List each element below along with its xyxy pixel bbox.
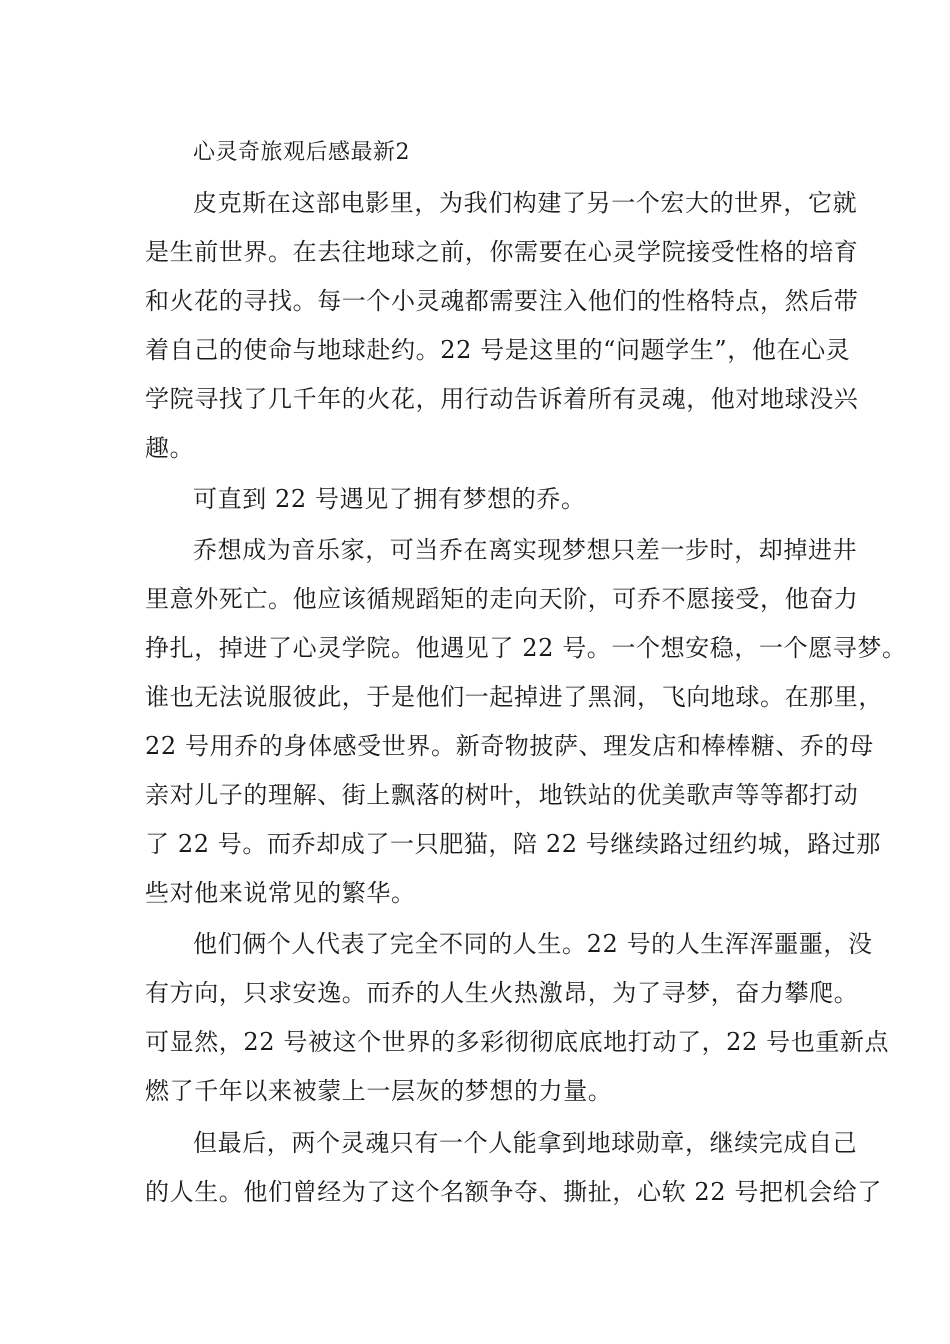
paragraph-3-line-2: 里意外死亡。他应该循规蹈矩的走向天阶，可乔不愿接受，他奋力 — [145, 585, 859, 613]
paragraph-4-line-4: 燃了千年以来被蒙上一层灰的梦想的力量。 — [145, 1077, 613, 1105]
paragraph-3-line-3: 挣扎，掉进了心灵学院。他遇见了 22 号。一个想安稳，一个愿寻梦。 — [145, 634, 907, 662]
paragraph-4-line-1: 他们俩个人代表了完全不同的人生。22 号的人生浑浑噩噩，没 — [193, 930, 873, 958]
paragraph-5-line-2: 的人生。他们曾经为了这个名额争夺、撕扯，心软 22 号把机会给了 — [145, 1178, 882, 1206]
document-title: 心灵奇旅观后感最新2 — [193, 140, 410, 165]
paragraph-3-line-8: 些对他来说常见的繁华。 — [145, 879, 416, 907]
paragraph-3-line-6: 亲对儿子的理解、街上飘落的树叶，地铁站的优美歌声等等都打动 — [145, 781, 859, 809]
paragraph-1-line-4: 着自己的使命与地球赴约。22 号是这里的“问题学生”，他在心灵 — [145, 336, 851, 364]
paragraph-4-line-3: 可显然，22 号被这个世界的多彩彻彻底底地打动了，22 号也重新点 — [145, 1028, 890, 1056]
paragraph-1-line-5: 学院寻找了几千年的火花，用行动告诉着所有灵魂，他对地球没兴 — [145, 385, 859, 413]
paragraph-3-line-5: 22 号用乔的身体感受世界。新奇物披萨、理发店和棒棒糖、乔的母 — [145, 732, 874, 760]
paragraph-1-line-3: 和火花的寻找。每一个小灵魂都需要注入他们的性格特点，然后带 — [145, 287, 859, 315]
paragraph-3-line-4: 谁也无法说服彼此，于是他们一起掉进了黑洞，飞向地球。在那里， — [145, 683, 883, 711]
paragraph-2-line-1: 可直到 22 号遇见了拥有梦想的乔。 — [193, 485, 586, 513]
paragraph-1-line-2: 是生前世界。在去往地球之前，你需要在心灵学院接受性格的培育 — [145, 238, 859, 266]
paragraph-3-line-7: 了 22 号。而乔却成了一只肥猫，陪 22 号继续路过纽约城，路过那 — [145, 830, 881, 858]
paragraph-4-line-2: 有方向，只求安逸。而乔的人生火热激昂，为了寻梦，奋力攀爬。 — [145, 979, 859, 1007]
paragraph-5-line-1: 但最后，两个灵魂只有一个人能拿到地球勋章，继续完成自己 — [193, 1129, 858, 1157]
paragraph-1-line-6: 趣。 — [145, 434, 195, 462]
paragraph-3-line-1: 乔想成为音乐家，可当乔在离实现梦想只差一步时，却掉进井 — [193, 536, 858, 564]
paragraph-1-line-1: 皮克斯在这部电影里，为我们构建了另一个宏大的世界，它就 — [193, 189, 858, 217]
